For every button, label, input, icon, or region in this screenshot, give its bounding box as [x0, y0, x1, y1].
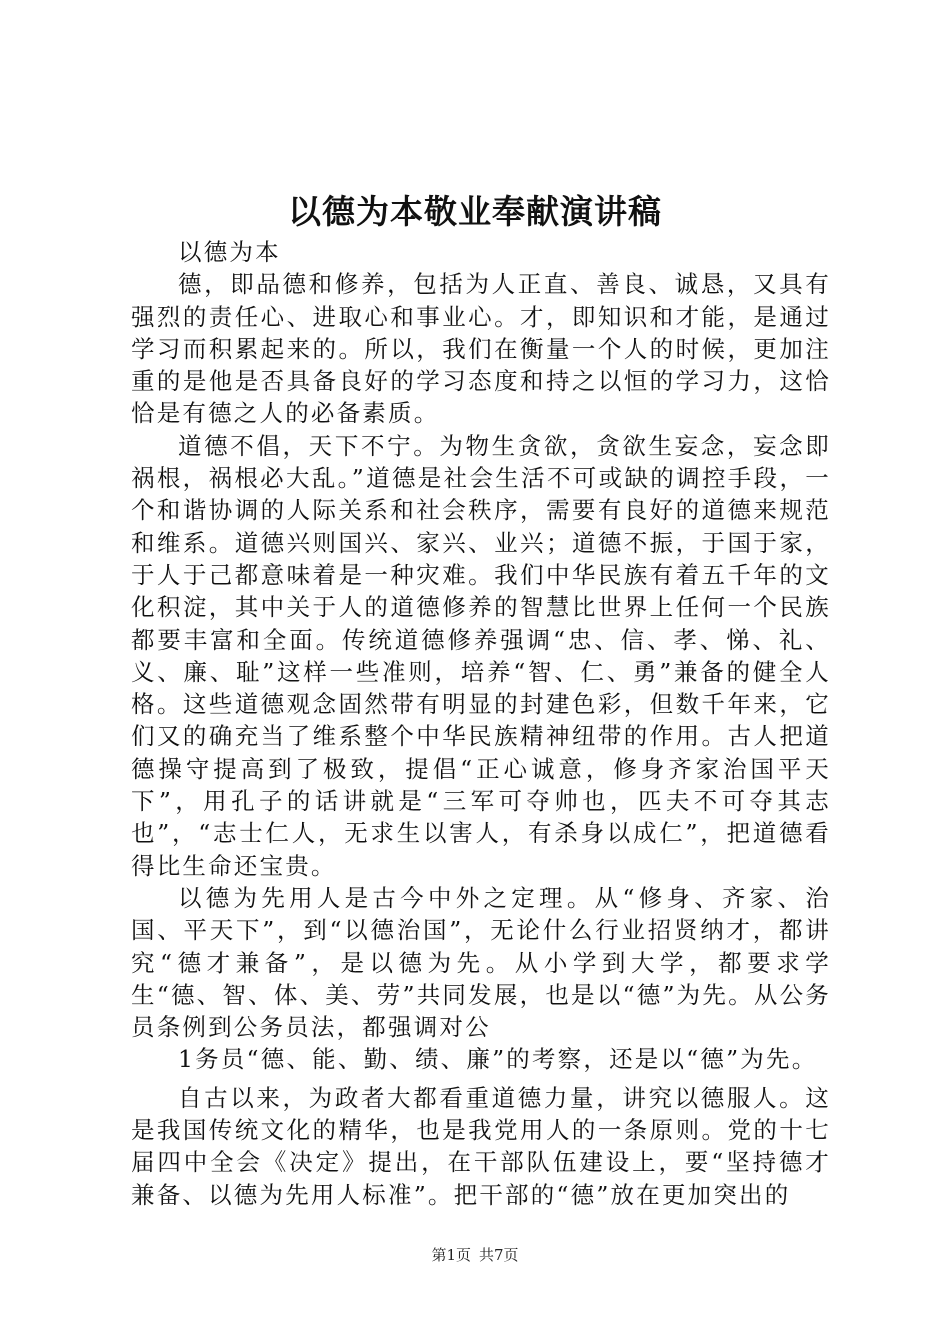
document-body	[131, 236, 831, 1211]
page-total: 共7页	[479, 1246, 519, 1264]
paragraph: 以德为先用人是古今中外之定理。从“修身、齐家、治国、平天下”，到“以德治国”，无论什么行业招贤纳才，都讲究“德才兼备”，是以德为先。从小学到大学，都要求学生“德、智、体、美、劳”共同发展，也是以“德”为先。从公务员条例到公务员法，都强调对公	[131, 883, 831, 1042]
paragraph: 道德不倡，天下不宁。为物生贪欲，贪欲生妄念，妄念即祸根，祸根必大乱。”道德是社会生活不可或缺的调控手段，一个和谐协调的人际关系和社会秩序，需要有良好的道德来规范和维系。道德兴则国兴、家兴、业兴；道德不振，于国于家，于人于己都意味着是一种灾难。我们中华民族有着五千年的文化积淀，其中关于人的道德修养的智慧比世界上任何一个民族都要丰富和全面。传统道德修养强调“忠、信、孝、悌、礼、义、廉、耻”这样一些准则，培养“智、仁、勇”兼备的健全人格。这些道德观念固然带有明显的封建色彩，但数千年来，它们又的确充当了维系整个中华民族精神纽带的作用。古人把道德操守提高到了极致，提倡“正心诚意，修身齐家治国平天下”，用孔子的话讲就是“三军可夺帅也，匹夫不可夺其志也”，“志士仁人，无求生以害人，有杀身以成仁”，把道德看得比生命还宝贵。	[131, 431, 831, 880]
page-number: 第1页	[431, 1246, 471, 1264]
page-footer	[0, 1244, 950, 1265]
paragraph-heading: 以德为本	[178, 238, 281, 266]
document-title: 以德为本敬业奉献演讲稿	[288, 192, 662, 231]
paragraph: 德，即品德和修养，包括为人正直、善良、诚恳，又具有强烈的责任心、进取心和事业心。才，即知识和才能，是通过学习而积累起来的。所以，我们在衡量一个人的时候，更加注重的是他是否具备良好的学习态度和持之以恒的学习力，这恰恰是有德之人的必备素质。	[131, 270, 831, 428]
paragraph: 自古以来，为政者大都看重道德力量，讲究以德服人。这是我国传统文化的精华，也是我党用人的一条原则。党的十七届四中全会《决定》提出，在干部队伍建设上，要“坚持德才兼备、以德为先用人标准”。把干部的“德”放在更加突出的	[131, 1083, 831, 1209]
paragraph: 1务员“德、能、勤、绩、廉”的考察，还是以“德”为先。	[178, 1045, 818, 1074]
